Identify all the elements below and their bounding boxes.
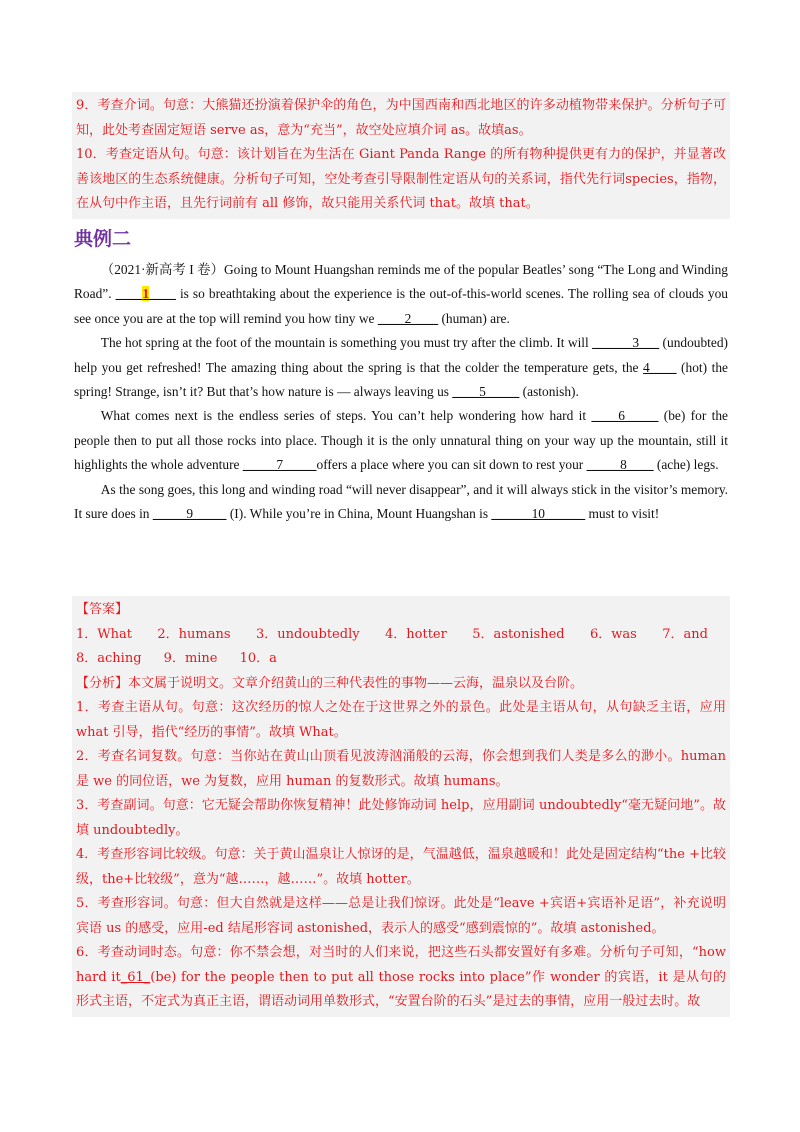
passage-text: The hot spring at the foot of the mountain is something you must try after the climb. It will <box>100 335 593 351</box>
passage-paragraph-1 <box>74 258 728 331</box>
explanation-item-1: 1．考查主语从句。句意：这次经历的惊人之处在于这世界之外的景色。此处是主语从句，从句缺乏主语，应用 what 引导，指代“经历的事情”。故填 What。 <box>76 700 726 740</box>
explanation-item-3: 3．考查副词。句意：它无疑会帮助你恢复精神！此处修饰动词 help，应用副词 undoubtedly“毫无疑问地”。故填 undoubtedly。 <box>76 798 726 838</box>
passage-text: (undoubted) help you get refreshed! The amazing thing about the spring is that the colder the temperature gets, the <box>74 335 728 375</box>
explanation-item-4: 4．考查形容词比较级。句意：关于黄山温泉让人惊讶的是，气温越低，温泉越暖和！此处是固定结构“the +比较级，the+比较级”，意为“越……，越……”。故填 hotter。 <box>76 847 726 887</box>
explanation-item-5: 5．考查形容词。句意：但大自然就是这样——总是让我们惊讶。此处是“leave +宾语+宾语补足语”，补充说明宾语 us 的感受，应用-ed 结尾形容词 astonished，表示人的感受“感到震惊的”。故填 astonished。 <box>76 896 726 936</box>
section-heading: 典例二 <box>74 228 132 250</box>
blank-1: ____1____ <box>115 286 176 302</box>
answer-item: 5．astonished <box>472 626 565 642</box>
passage-text: (human) are. <box>438 310 510 326</box>
answer-label: 【答案】 <box>76 602 129 617</box>
blank-10: ______10______ <box>491 506 586 522</box>
blank-3: ______3___ <box>592 335 660 351</box>
answer-item: 10．a <box>239 651 277 666</box>
explanation-item-2: 2．考查名词复数。句意：当你站在黄山山顶看见波涛汹涌般的云海，你会想到我们人类是多么的渺小。human 是 we 的同位语，we 为复数，应用 human 的复数形式。故填 humans。 <box>76 749 726 789</box>
passage-text: (be) for the people then to put all those rocks into place. Though it is the only unnatural thing on your way up the mountain, still it highlights the whole adventure <box>74 408 728 473</box>
answer-item: 9．mine <box>163 651 218 666</box>
explanation-block-top <box>72 92 730 219</box>
passage-text: offers a place where you can sit down to rest your <box>316 457 587 473</box>
explanation-item-6: 6．考查动词时态。句意：你不禁会想，对当时的人们来说，把这些石头都安置好有多难。分析句子可知，“how hard it_61_(be) for the people then to put all those rocks into place”作 wonder 的宾语，it 是从句的形式主语，不定式为真正主语，谓语动词用单数形式，“安置台阶的石头”是过去的事情，应用一般过去时。故 <box>76 945 726 1009</box>
answer-list <box>76 623 726 672</box>
passage-text: must to visit! <box>585 506 660 522</box>
answer-item: 2．humans <box>157 626 231 642</box>
answer-item: 1．What <box>76 626 132 642</box>
passage-paragraph-2 <box>74 331 728 404</box>
passage-text: is so breathtaking about the experience is the out-of-this-world scenes. The rolling sea of clouds you see once you are at the top will remind you how tiny we <box>74 286 729 326</box>
answer-item: 4．hotter <box>385 626 447 642</box>
answer-block <box>72 596 730 1017</box>
passage-paragraph-3 <box>74 404 728 477</box>
blank-7: _____7_____ <box>242 457 317 473</box>
passage <box>74 258 728 526</box>
blank-9: _____9_____ <box>152 506 227 522</box>
passage-text: (hot) the spring! Strange, isn’t it? But that’s how nature is — always leaving us <box>74 359 728 400</box>
answer-item: 8．aching <box>76 651 142 666</box>
analysis-summary: 【分析】本文属于说明文。文章介绍黄山的三种代表性的事物——云海，温泉以及台阶。 <box>76 675 584 691</box>
explanation-item-10: 10．考查定语从句。句意：该计划旨在为生活在 Giant Panda Range 的所有物种提供更有力的保护，并显著改善该地区的生态系统健康。分析句子可知，空处考查引导限制性定语从句的关系词，指代先行词species，指物，在从句中作主语，且先行词前有 all 修饰，故只能用关系代词 that。故填 that。 <box>76 147 726 211</box>
passage-text: As the song goes, this long and winding road “will never disappear”, and it will always stick in the visitor’s memory. It sure does in <box>74 481 728 522</box>
blank-5: ____5_____ <box>452 384 520 400</box>
explanation-item-9: 9．考查介词。句意：大熊猫还扮演着保护伞的角色，为中国西南和西北地区的许多动植物带来保护。分析句子可知，此处考查固定短语 serve as，意为“充当”，故空处应填介词 as。故填as。 <box>76 98 726 138</box>
passage-paragraph-4 <box>74 478 728 527</box>
blank-ref: _61_ <box>120 969 151 985</box>
passage-text: (I). While you’re in China, Mount Huangshan is <box>226 506 492 522</box>
passage-text: （2021·新高考 I 卷）Going to Mount Huangshan reminds me of the popular Beatles’ song “The Long and Winding Road”. <box>74 262 728 302</box>
blank-4: 4____ <box>643 359 677 375</box>
passage-text: (astonish). <box>519 384 579 400</box>
answer-item: 6．was <box>590 626 637 642</box>
passage-text: What comes next is the endless series of steps. You can’t help wondering how hard it <box>100 408 592 424</box>
blank-8: _____8____ <box>586 457 654 473</box>
answer-item: 3．undoubtedly <box>255 626 360 642</box>
blank-2: ____2____ <box>377 310 439 326</box>
answer-item: 7．and <box>662 626 708 642</box>
blank-1-number: 1 <box>142 286 150 302</box>
blank-6: ____6_____ <box>591 408 659 424</box>
passage-text: (ache) legs. <box>653 457 719 473</box>
